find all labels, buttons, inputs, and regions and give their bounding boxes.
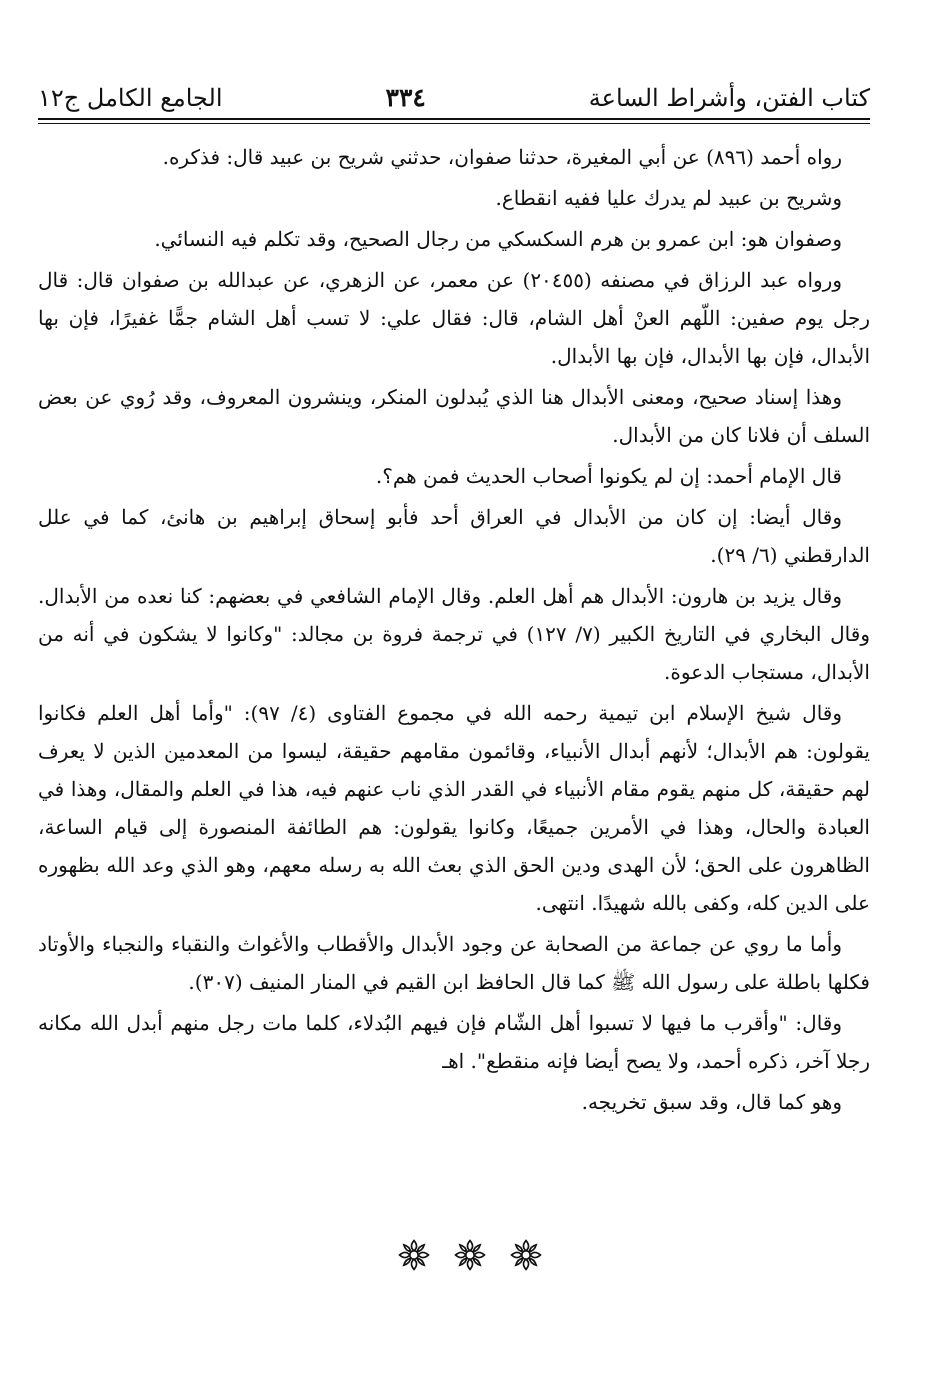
page-header — [38, 72, 870, 112]
paragraph: وهو كما قال، وقد سبق تخريجه. — [581, 1090, 842, 1114]
page-number: ٣٣٤ — [385, 83, 426, 112]
paragraph: وقال يزيد بن هارون: الأبدال هم أهل العلم. وقال الإمام الشافعي في بعضهم: كنا نعده من الأبدال. وقال البخاري في التاريخ الكبير (٧/ ١٢٧) في ترجمة فروة بن مجالد: "وكانوا لا يشكون في أنه من الأبدال، مستجاب الدعوة. — [38, 584, 870, 684]
paragraph: ورواه عبد الرزاق في مصنفه (٢٠٤٥٥) عن معمر، عن الزهري، عن عبدالله بن صفوان قال: قال رجل يوم صفين: اللّهم العنْ أهل الشام، قال: فقال علي: لا تسب أهل الشام جمًّا غفيرًا، فإن بها الأبدال، فإن بها الأبدال، فإن بها الأبدال. — [38, 268, 870, 368]
header-rule-thin — [38, 123, 870, 124]
paragraph: وقال شيخ الإسلام ابن تيمية رحمه الله في مجموع الفتاوى (٤/ ٩٧): "وأما أهل العلم فكانوا يقولون: هم الأبدال؛ لأنهم أبدال الأنبياء، وقائمون مقامهم حقيقة، ليسوا من المعدمين الذين لا يعرف لهم حقيقة، كل منهم يقوم مقام الأنبياء في القدر الذي ناب عنهم فيه، هذا في العلم والمقال، وهذا في العبادة والحال، وهذا في الأمرين جميعًا، وكانوا يقولون: هم الطائفة المنصورة إلى قيام الساعة، الظاهرون على الحق؛ لأن الهدى ودين الحق الذي بعث الله به رسله معهم، وهو الذي وعد الله بظهوره على الدين كله، وكفى بالله شهيدًا. انتهى. — [38, 701, 871, 915]
paragraph: وأما ما روي عن جماعة من الصحابة عن وجود الأبدال والأقطاب والأغواث والنقباء والنجباء والأوتاد فكلها باطلة على رسول الله ﷺ كما قال الحافظ ابن القيم في المنار المنيف (٣٠٧). — [38, 932, 870, 994]
paragraph: وقال أيضا: إن كان من الأبدال في العراق أحد فأبو إسحاق إبراهيم بن هانئ، كما في علل الدارقطني (٦/ ٢٩). — [38, 505, 870, 567]
paragraph: قال الإمام أحمد: إن لم يكونوا أصحاب الحديث فمن هم؟. — [375, 464, 842, 488]
paragraph: رواه أحمد (٨٩٦) عن أبي المغيرة، حدثنا صفوان، حدثني شريح بن عبيد قال: فذكره. — [162, 145, 842, 169]
flower-ornament-icon — [397, 1238, 431, 1272]
paragraph: وقال: "وأقرب ما فيها لا تسبوا أهل الشّام فإن فيهم البُدلاء، كلما مات رجل منهم أبدل الله مكانه رجلا آخر، ذكره أحمد، ولا يصح أيضا فإنه منقطع". اهـ — [38, 1011, 870, 1073]
header-chapter-title: كتاب الفتن، وأشراط الساعة — [588, 84, 870, 112]
header-book-title: الجامع الكامل ج١٢ — [38, 84, 223, 112]
header-rule-thick — [38, 118, 870, 120]
paragraph: وصفوان هو: ابن عمرو بن هرم السكسكي من رجال الصحيح، وقد تكلم فيه النسائي. — [154, 227, 842, 251]
page-body — [38, 138, 870, 1124]
paragraph: وهذا إسناد صحيح، ومعنى الأبدال هنا الذي يُبدلون المنكر، وينشرون المعروف، وقد رُوي عن بعض السلف أن فلانا كان من الأبدال. — [38, 385, 870, 447]
paragraph: وشريح بن عبيد لم يدرك عليا ففيه انقطاع. — [495, 186, 842, 210]
section-end-ornaments — [0, 1238, 939, 1272]
flower-ornament-icon — [509, 1238, 543, 1272]
flower-ornament-icon — [453, 1238, 487, 1272]
